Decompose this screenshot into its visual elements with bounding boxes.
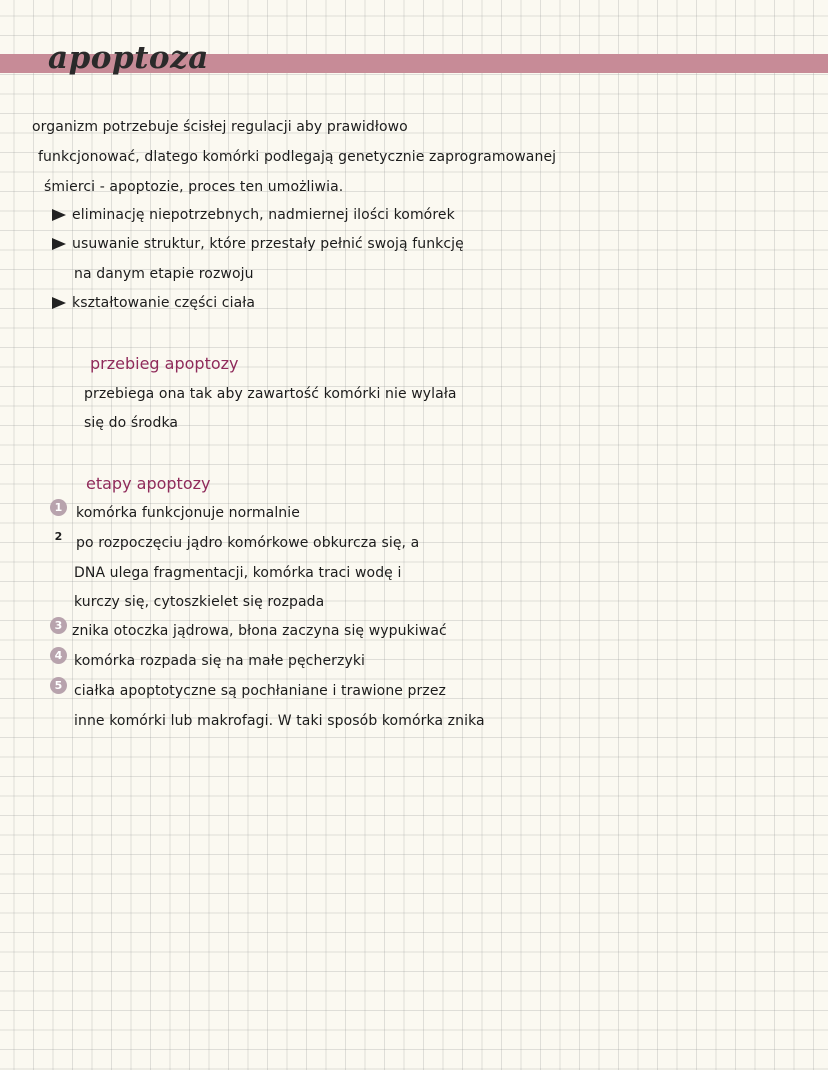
bullet-arrow-icon [52,238,66,250]
step-2-line-1: po rozpoczęciu jądro komórkowe obkurcza się, a [76,535,420,551]
step-2-line-2: DNA ulega fragmentacji, komórka traci wodę i [74,565,402,581]
step-4-line: komórka rozpada się na małe pęcherzyki [74,653,366,669]
bullet-item-3: kształtowanie części ciała [72,295,256,311]
intro-line-2: funkcjonować, dlatego komórki podlegają genetycznie zaprogramowanej [38,149,557,165]
step-number-1: 1 [50,499,67,516]
section1-line-2: się do środka [84,415,179,431]
step-number-5: 5 [50,677,67,694]
intro-line-3: śmierci - apoptozie, proces ten umożliwia. [44,179,344,195]
step-5-line-1: ciałka apoptotyczne są pochłaniane i trawione przez [74,683,447,699]
page-title: apoptoza [48,40,209,76]
step-3-line: znika otoczka jądrowa, błona zaczyna się wypukiwać [72,623,447,639]
bullet-item-2-continued: na danym etapie rozwoju [74,266,254,282]
step-1-line: komórka funkcjonuje normalnie [76,505,300,521]
section-heading-etapy: etapy apoptozy [86,474,211,493]
section1-line-1: przebiega ona tak aby zawartość komórki nie wylała [84,386,457,402]
bullet-item-1: eliminację niepotrzebnych, nadmiernej ilości komórek [72,207,455,223]
bullet-item-2: usuwanie struktur, które przestały pełnić swoją funkcję [72,236,464,252]
step-number-4: 4 [50,647,67,664]
intro-line-1: organizm potrzebuje ścisłej regulacji aby prawidłowo [32,119,408,135]
step-5-line-2: inne komórki lub makrofagi. W taki sposób komórka znika [74,713,485,729]
step-number-2: 2 [54,530,63,543]
section-heading-przebieg: przebieg apoptozy [90,354,239,373]
bullet-arrow-icon [52,297,66,309]
bullet-arrow-icon [52,209,66,221]
step-number-3: 3 [50,617,67,634]
step-2-line-3: kurczy się, cytoszkielet się rozpada [74,594,325,610]
